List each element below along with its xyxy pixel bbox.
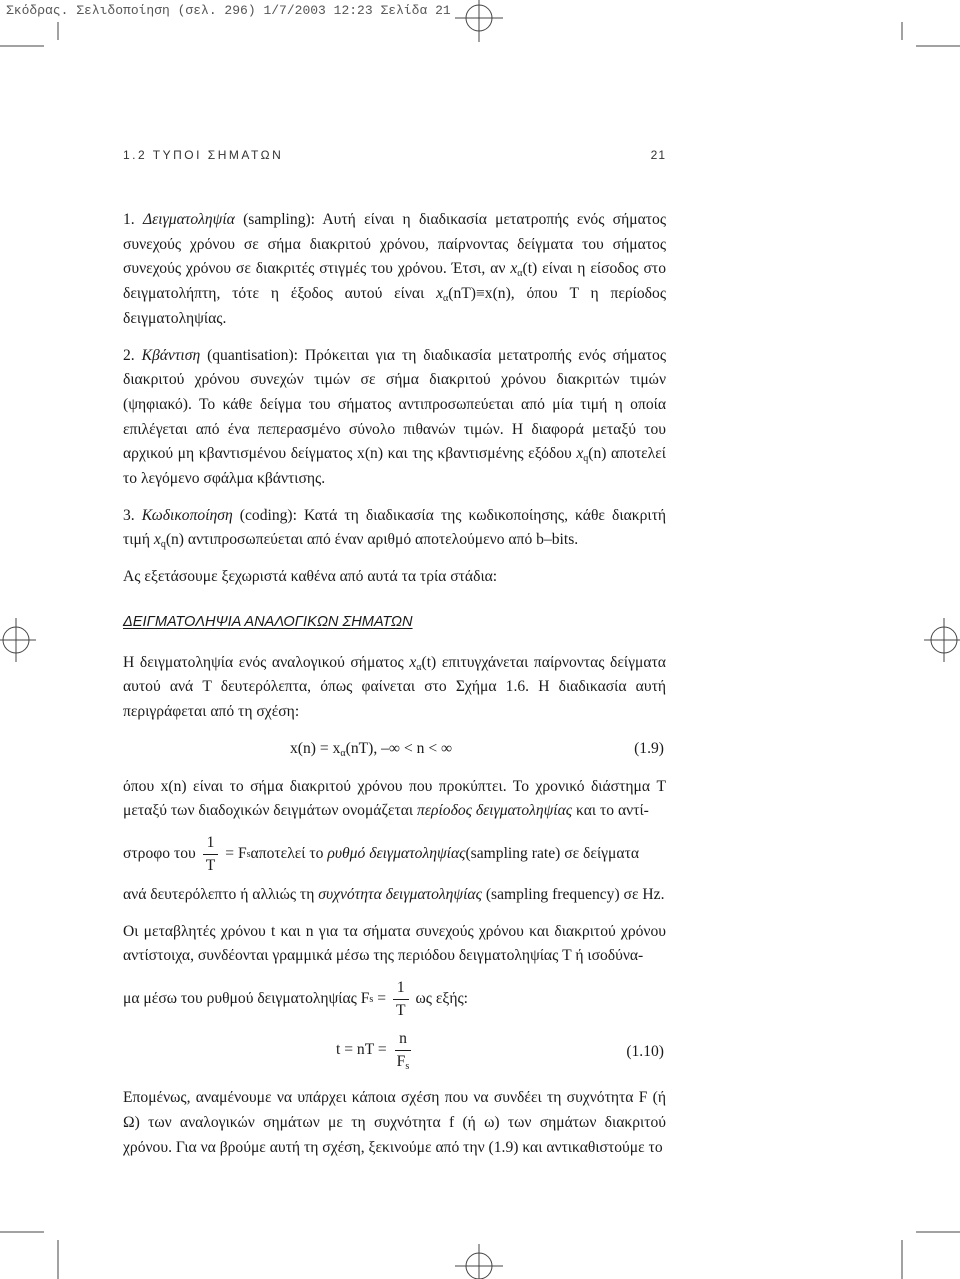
item-term: Δειγματοληψία [142,211,235,228]
intro-paragraph: Ας εξετάσουμε ξεχωριστά καθένα από αυτά τα τρία στάδια: [123,568,498,586]
list-item-coding: 3. Κωδικοποίηση (coding): Κατά τη διαδικασία της κωδικοποίησης, κάθε διακριτή τιμή $x_q(n)$ αντιπροσωπεύεται από έναν αριθμό αποτελούμενο από b–bits. [123,506,666,551]
item-number: 3. [123,506,135,524]
registration-mark-right [931,627,957,653]
equation-formula: $x(n) = x_\alpha(nT)$, –∞ < n < ∞ [290,739,453,759]
equation-1-10 [123,1028,666,1078]
page-number: 21 [650,148,666,162]
paragraph-time-variables: Οι μεταβλητές χρόνου t και n για τα σήματα συνεχούς χρόνου και διακριτού χρόνου αντίστοιχα, συνδέονται γραμμικά μέσω της περιόδου δειγματοληψίας T ή ισοδύνα- [123,922,666,965]
paragraph-frequency-relation: Επομένως, αναμένουμε να υπάρχει κάποια σχέση που να συνδέει τη συχνότητα F (ή Ω) των αναλογικών σημάτων με τη συχνότητα f (ή ω) των σημάτων διακριτού χρόνου. Για να βρούμε αυτή τη σχέση, ξεκινούμε από την (1.9) και αντικαθιστούμε το [123,1089,666,1156]
sampling-rate-relation-line: μα μέσω του ρυθμού δειγματοληψίας F s = $\frac{1}{T}$ ως εξής: [123,977,666,1022]
equation-number: (1.9) [634,739,664,757]
list-item-quantisation: 2. Κβάντιση (quantisation): Πρόκειται για τη διαδικασία μετατροπής ενός σήματος διακριτού χρόνου συνεχών τιμών σε σήμα διακριτού χρόνου διακριτών τιμών (ψηφιακό). Το κάθε δείγμα του σήματος αντιπροσωπεύεται από μία τιμή η οποία επιλέγεται από ένα πεπερασμένο σύνολο πιθανών τιμών. Η διαφορά μεταξύ του αρχικού μη κβαντισμένου δείγματος x(n) και της κβαντισμένης εξόδου $x_q(n)$ αποτελεί το λεγόμενο σφάλμα κβάντισης. [123,346,667,488]
equation-formula: t = nT = $\frac{n}{F_s}$ [336,1028,419,1073]
section-heading: ΔΕΙΓΜΑΤΟΛΗΨΙΑ ΑΝΑΛΟΓΙΚΩΝ ΣΗΜΑΤΩΝ [123,613,413,630]
fraction-one-over-t: $\frac{1}{T}$ [392,977,410,1022]
body-text [123,208,666,1160]
paragraph-sampling-frequency: ανά δευτερόλεπτο ή αλλιώς τη συχνότητα δειγματοληψίας (sampling frequency) σε Hz. [123,886,665,904]
paragraph-sampling-period: όπου x(n) είναι το σήμα διακριτού χρόνου που προκύπτει. Το χρονικό διάστημα T μεταξύ των διαδοχικών δειγμάτων ονομάζεται περίοδος δειγματοληψίας και το αντί- [123,777,666,820]
fraction-n-over-fs: $\frac{n}{F_s}$ [396,1030,410,1073]
fraction-one-over-t: $\frac{1}{T}$ [202,832,220,877]
paragraph-sampling-definition: Η δειγματοληψία ενός αναλογικού σήματος $x_\alpha(t)$ επιτυγχάνεται παίρνοντας δείγματα αυτού ανά T δευτερόλεπτα, όπως φαίνεται στο Σχήμα 1.6. Η διαδικασία αυτή περιγράφεται από τη σχέση: [123,653,666,720]
print-slug: Σκόδρας. Σελιδοποίηση (σελ. 296) 1/7/2003 12:23 Σελίδα 21 [6,3,451,18]
list-item-sampling: 1. Δειγματοληψία (sampling): Αυτή είναι η διαδικασία μετατροπής ενός σήματος συνεχούς χρόνου σε σήμα διακριτού χρόνου, παίρνοντας δείγματα του σήματος συνεχούς χρόνου σε διακριτές στιγμές του χρόνου. Έτσι, αν $x_\alpha(t)$ είναι η είσοδος στο δειγματολήπτη, τότε η έξοδος αυτού είναι $x_\alpha(nT)\equiv x(n)$, όπου T η περίοδος δειγματοληψίας. [123,211,666,327]
running-head-title: 1.2 ΤΥΠΟΙ ΣΗΜΑΤΩΝ [123,148,284,162]
equation-number: (1.10) [626,1043,664,1061]
equation-1-9 [123,737,666,765]
sampling-rate-line: στροφο του $\frac{1}{T}$ = F s αποτελεί το ρυθμό δειγματοληψίας (sampling rate) σε δείγματα [123,832,666,877]
registration-mark-left [3,627,29,653]
registration-mark-bottom [466,1253,492,1279]
running-head [123,148,666,164]
item-number: 2. [123,346,135,364]
item-number: 1. [123,211,135,228]
item-term: Κωδικοποίηση [141,506,233,524]
item-term: Κβάντιση [141,346,201,364]
registration-mark-top [466,5,492,31]
